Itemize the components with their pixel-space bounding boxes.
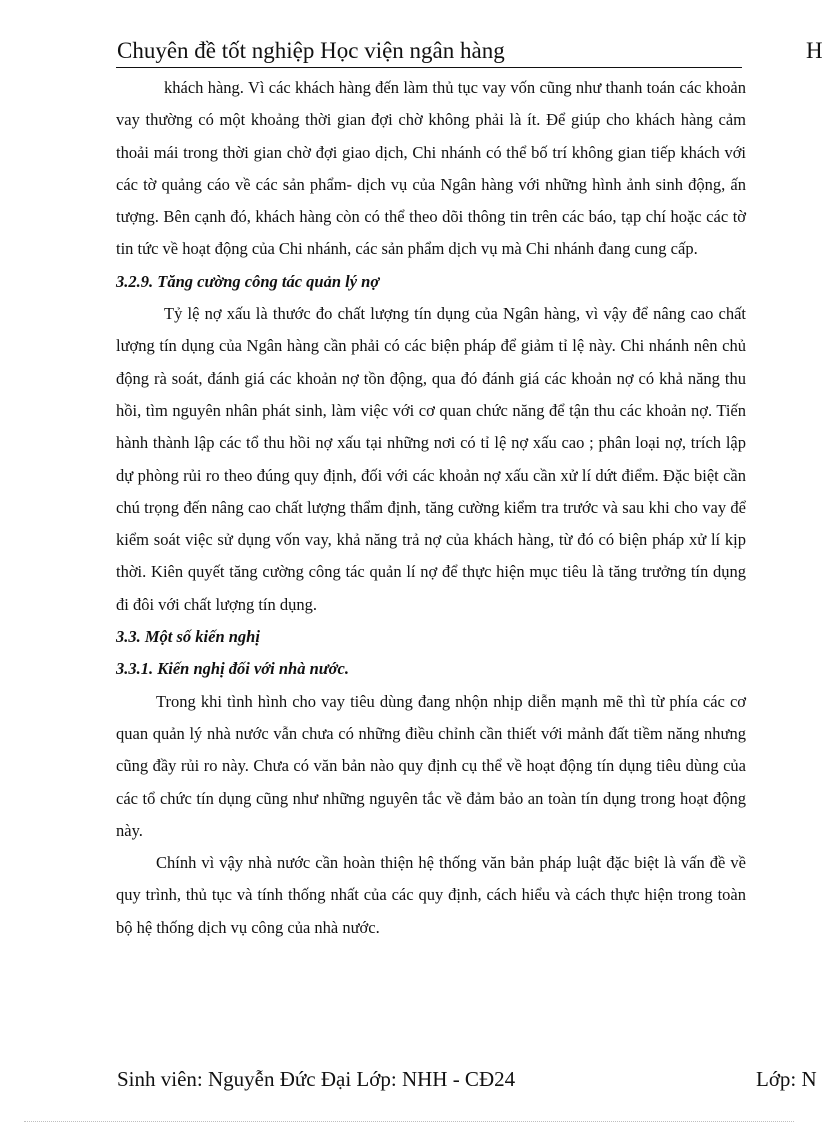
page-header-right-fragment: H: [806, 38, 823, 63]
section-heading-3-3: 3.3. Một số kiến nghị: [116, 627, 260, 647]
paragraph-customer-service: khách hàng. Vì các khách hàng đến làm thủ tục vay vốn cũng như thanh toán các khoản vay thường có một khoảng thời gian đợi chờ không phải là ít. Để giúp cho khách hàng cảm thoải mái trong thời gian chờ đợi giao dịch, Chi nhánh có thể bố trí không gian tiếp khách với các tờ quảng cáo về các sản phẩm- dịch vụ của Ngân hàng với những hình ảnh sinh động, ấn tượng. Bên cạnh đó, khách hàng còn có thể theo dõi thông tin trên các báo, tạp chí hoặc các tờ tin tức về hoạt động của Chi nhánh, các sản phẩm dịch vụ mà Chi nhánh đang cung cấp.: [116, 78, 746, 259]
document-body: [116, 72, 746, 944]
paragraph-state-regulation: Trong khi tình hình cho vay tiêu dùng đang nhộn nhịp diễn mạnh mẽ thì từ phía các cơ quan quản lý nhà nước vẫn chưa có những điều chỉnh cần thiết với mảnh đất tiềm năng nhưng cũng đầy rủi ro này. Chưa có văn bản nào quy định cụ thể về hoạt động tín dụng tiêu dùng của các tổ chức tín dụng cũng như những nguyên tắc về đảm bảo an toàn tín dụng trong hoạt động này.: [116, 691, 746, 840]
page-footer-class-fragment: Lớp: N: [756, 1067, 817, 1091]
header-divider: [116, 67, 742, 68]
paragraph-legal-framework: Chính vì vậy nhà nước cần hoàn thiện hệ thống văn bản pháp luật đặc biệt là vấn đề về quy trình, thủ tục và tính thống nhất của các quy định, cách hiểu và cách thực hiện trong toàn bộ hệ thống dịch vụ công của nhà nước.: [116, 853, 746, 937]
section-heading-3-2-9: 3.2.9. Tăng cường công tác quản lý nợ: [116, 271, 380, 291]
page-bottom-edge: [24, 1121, 794, 1122]
page-footer-student: Sinh viên: Nguyễn Đức Đại Lớp: NHH - CĐ24: [117, 1067, 516, 1091]
page-header-title: Chuyên đề tốt nghiệp Học viện ngân hàng: [117, 38, 505, 63]
section-heading-3-3-1: 3.3.1. Kiến nghị đối với nhà nước.: [116, 659, 349, 679]
paragraph-debt-management: Tỷ lệ nợ xấu là thước đo chất lượng tín dụng của Ngân hàng, vì vậy để nâng cao chất lượng tín dụng của Ngân hàng cần phải có các biện pháp để giảm tỉ lệ này. Chi nhánh nên chủ động rà soát, đánh giá các khoản nợ tồn động, qua đó đánh giá các khoản nợ có khả năng thu hồi, tìm nguyên nhân phát sinh, làm việc với cơ quan chức năng để tận thu các khoản nợ. Tiến hành thành lập các tổ thu hồi nợ xấu tại những nơi có tỉ lệ nợ xấu cao ; phân loại nợ, trích lập dự phòng rủi ro theo đúng quy định, đối với các khoản nợ xấu cần xử lí dứt điểm. Đặc biệt cần chú trọng đến nâng cao chất lượng thẩm định, tăng cường kiểm tra trước và sau khi cho vay để kiểm soát việc sử dụng vốn vay, khả năng trả nợ của khách hàng, từ đó có biện pháp xử lí kịp thời. Kiên quyết tăng cường công tác quản lí nợ để thực hiện mục tiêu là tăng trưởng tín dụng đi đôi với chất lượng tín dụng.: [116, 304, 746, 614]
